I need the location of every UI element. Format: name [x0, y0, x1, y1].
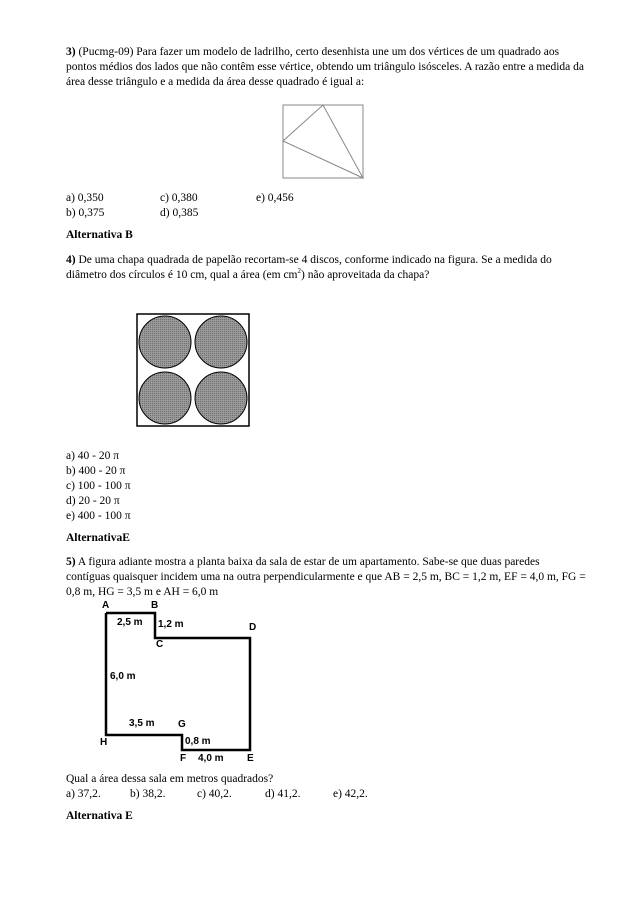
- fg-measure-label: 0,8 m: [185, 736, 211, 747]
- q5-option-b: b) 38,2.: [130, 788, 166, 800]
- q5-option-c: c) 40,2.: [197, 788, 232, 800]
- bc-measure-label: 1,2 m: [158, 619, 184, 630]
- ab-measure-label: 2,5 m: [117, 617, 143, 628]
- q5-question: Qual a área dessa sala em metros quadrados?: [66, 773, 274, 785]
- question-5-statement: A figura adiante mostra a planta baixa da sala de estar de um apartamento. Sabe-se que duas paredes contíguas quaisquer incidem uma na outra perpendicularmente e que AB = 2,5 m, BC = 1,2 m, EF = 4,0 m, FG = 0,8 m, HG = 3,5 m e AH = 6,0 m: [66, 556, 586, 598]
- question-4-statement: De uma chapa quadrada de papelão recortam-se 4 discos, conforme indicado na figura. Se a medida do diâmetro dos círculos é 10 cm, qual a área (em cm: [66, 254, 552, 281]
- square-triangle-figure: [282, 104, 366, 180]
- question-3-number: 3): [66, 46, 76, 58]
- question-5-number: 5): [66, 556, 76, 568]
- vertex-h-label: H: [100, 737, 108, 748]
- disc-top-left: [139, 316, 191, 368]
- q3-option-b: b) 0,375: [66, 207, 105, 219]
- vertex-b-label: B: [151, 600, 159, 611]
- ef-measure-label: 4,0 m: [198, 753, 224, 764]
- q3-answer: Alternativa B: [66, 229, 133, 241]
- q4-option-d: d) 20 - 20 π: [66, 495, 120, 507]
- q5-option-a: a) 37,2.: [66, 788, 101, 800]
- vertex-c-label: C: [156, 639, 164, 650]
- vertex-f-label: F: [180, 753, 187, 764]
- q3-option-c: c) 0,380: [160, 192, 198, 204]
- question-4-text: [66, 253, 586, 283]
- question-5-text: [66, 555, 586, 600]
- q4-answer: AlternativaE: [66, 532, 130, 544]
- q5-answer: Alternativa E: [66, 810, 133, 822]
- vertex-g-label: G: [178, 719, 186, 730]
- disc-top-right: [195, 316, 247, 368]
- q5-option-d: d) 41,2.: [265, 788, 301, 800]
- q4-option-a: a) 40 - 20 π: [66, 450, 120, 462]
- disc-bottom-right: [195, 372, 247, 424]
- question-3-text: [66, 45, 586, 90]
- question-4-statement-end: ) não aproveitada da chapa?: [301, 269, 430, 281]
- q3-option-d: d) 0,385: [160, 207, 199, 219]
- floor-plan-figure: [90, 600, 280, 770]
- disc-bottom-left: [139, 372, 191, 424]
- vertex-e-label: E: [247, 753, 254, 764]
- question-3-statement: (Pucmg-09) Para fazer um modelo de ladrilho, certo desenhista une um dos vértices de um quadrado aos pontos médios dos lados que não contêm esse vértice, obtendo um triângulo isósceles. A razão entre a medida da área desse triângulo e a medida da área desse quadrado é igual a:: [66, 46, 584, 88]
- question-4-number: 4): [66, 254, 76, 266]
- four-discs-figure: [136, 313, 250, 427]
- q5-option-e: e) 42,2.: [333, 788, 368, 800]
- q3-option-e: e) 0,456: [256, 192, 294, 204]
- isosceles-triangle-shape: [283, 105, 363, 178]
- q4-option-b: b) 400 - 20 π: [66, 465, 126, 477]
- ah-measure-label: 6,0 m: [110, 671, 136, 682]
- vertex-a-label: A: [102, 600, 110, 611]
- q4-option-c: c) 100 - 100 π: [66, 480, 131, 492]
- superscript-2: 2: [297, 267, 302, 276]
- q4-option-e: e) 400 - 100 π: [66, 510, 131, 522]
- vertex-d-label: D: [249, 622, 257, 633]
- hg-measure-label: 3,5 m: [129, 718, 155, 729]
- q3-option-a: a) 0,350: [66, 192, 104, 204]
- square-shape: [283, 105, 363, 178]
